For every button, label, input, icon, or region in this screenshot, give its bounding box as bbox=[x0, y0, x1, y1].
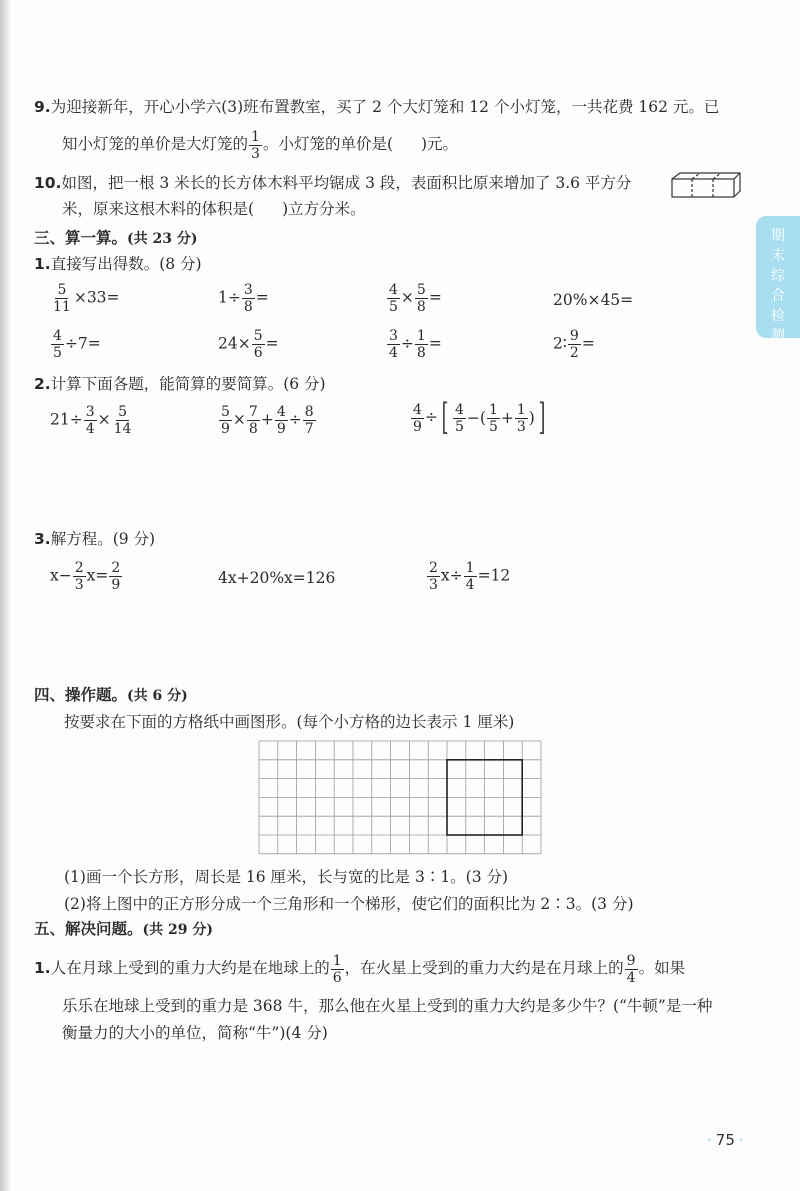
question-9-line2 bbox=[62, 128, 458, 162]
question-text: 为迎接新年，开心小学六(3)班布置教室，买了 2 个大灯笼和 12 个小灯笼，一共花费 162 元。已 bbox=[50, 98, 720, 116]
question-text: 知小灯笼的单价是大灯笼的 bbox=[62, 135, 249, 153]
calc-expression-1: 21÷ $\frac{3}{4}$ × $\frac{5}{14}$ bbox=[50, 404, 132, 437]
equation-2: 4x+20%x=126 bbox=[218, 569, 336, 587]
page-binding-edge bbox=[0, 0, 11, 1191]
question-text: )元。 bbox=[421, 135, 459, 153]
grid-task-1: (1)画一个长方形，周长是 16 厘米，长与宽的比是 3∶1。(3 分) bbox=[64, 868, 509, 886]
question-9-line1 bbox=[34, 96, 719, 118]
page-number: · 75 · bbox=[707, 1131, 744, 1149]
question-text: 米，原来这根木料的体积是( bbox=[62, 200, 255, 218]
oral-item: $\frac{5}{11}$ ×33= bbox=[53, 282, 120, 315]
graph-paper[interactable] bbox=[258, 740, 544, 862]
oral-item: 1÷ $\frac{3}{8}$ = bbox=[218, 282, 269, 315]
question-10-line2 bbox=[62, 198, 366, 220]
oral-item: $\frac{4}{5}$ ÷7= bbox=[53, 328, 101, 361]
calc-expression-3: $\frac{4}{9}$ ÷ [ $\frac{4}{5}$ −( $\frac{1}{5}$ + $\frac{1}{3}$ ) ] bbox=[413, 397, 546, 438]
question-text: 如图，把一根 3 米长的长方体木料平均锯成 3 段，表面积比原来增加了 3.6 平方分 bbox=[61, 174, 632, 192]
problem-1-line1: 1.人在月球上受到的重力大约是在地球上的 $\frac{1}{6}$ ，在火星上受到的重力大约是在月球上的 $\frac{9}{4}$ 。如果 bbox=[34, 952, 686, 986]
section-side-tab bbox=[756, 216, 800, 344]
cuboid-diagram bbox=[670, 170, 742, 200]
calc-expression-2: $\frac{5}{9}$ × $\frac{7}{8}$ + $\frac{4}{9}$ ÷ $\frac{8}{7}$ bbox=[221, 404, 314, 437]
part-2-title: 2.计算下面各题，能简算的要简算。(6 分) bbox=[34, 375, 326, 393]
oral-item: $\frac{3}{4}$ ÷ $\frac{1}{8}$ = bbox=[389, 328, 442, 361]
section-4-heading: 四、操作题。(共 6 分) bbox=[34, 686, 188, 704]
question-number: 10. bbox=[34, 174, 62, 192]
problem-1-line3: 衡量力的大小的单位，简称“牛”)(4 分) bbox=[62, 1024, 328, 1042]
question-number: 9. bbox=[34, 98, 51, 116]
section-3-heading: 三、算一算。(共 23 分) bbox=[34, 229, 198, 247]
grid-instructions: 按要求在下面的方格纸中画图形。(每个小方格的边长表示 1 厘米) bbox=[64, 713, 515, 731]
equation-3: $\frac{2}{3}$ x÷ $\frac{1}{4}$ =12 bbox=[429, 560, 511, 593]
grid-task-2: (2)将上图中的正方形分成一个三角形和一个梯形，使它们的面积比为 2∶3。(3 分) bbox=[64, 895, 634, 913]
question-text: 。小灯笼的单价是( bbox=[262, 135, 393, 153]
grid-svg[interactable] bbox=[258, 740, 544, 858]
part-3-title: 3.解方程。(9 分) bbox=[34, 530, 156, 548]
section-5-heading: 五、解决问题。(共 29 分) bbox=[34, 920, 213, 938]
oral-item: 2∶ $\frac{9}{2}$ = bbox=[553, 328, 595, 361]
oral-item: 20%×45= bbox=[553, 291, 634, 309]
question-10-line1 bbox=[34, 172, 631, 194]
part-1-title: 1.直接写出得数。(8 分) bbox=[34, 255, 202, 273]
fraction: $\frac{1}{3}$ bbox=[251, 128, 260, 162]
side-tab-label: 期末综合检测 bbox=[771, 228, 785, 344]
equation-1: x− $\frac{2}{3}$ x= $\frac{2}{9}$ bbox=[50, 560, 121, 593]
oral-item: 24× $\frac{5}{6}$ = bbox=[218, 328, 279, 361]
oral-item: $\frac{4}{5}$ × $\frac{5}{8}$ = bbox=[389, 282, 442, 315]
question-text: )立方分米。 bbox=[282, 200, 366, 218]
problem-1-line2: 乐乐在地球上受到的重力是 368 牛，那么他在火星上受到的重力大约是多少牛？(“牛顿”是一种 bbox=[62, 997, 713, 1015]
